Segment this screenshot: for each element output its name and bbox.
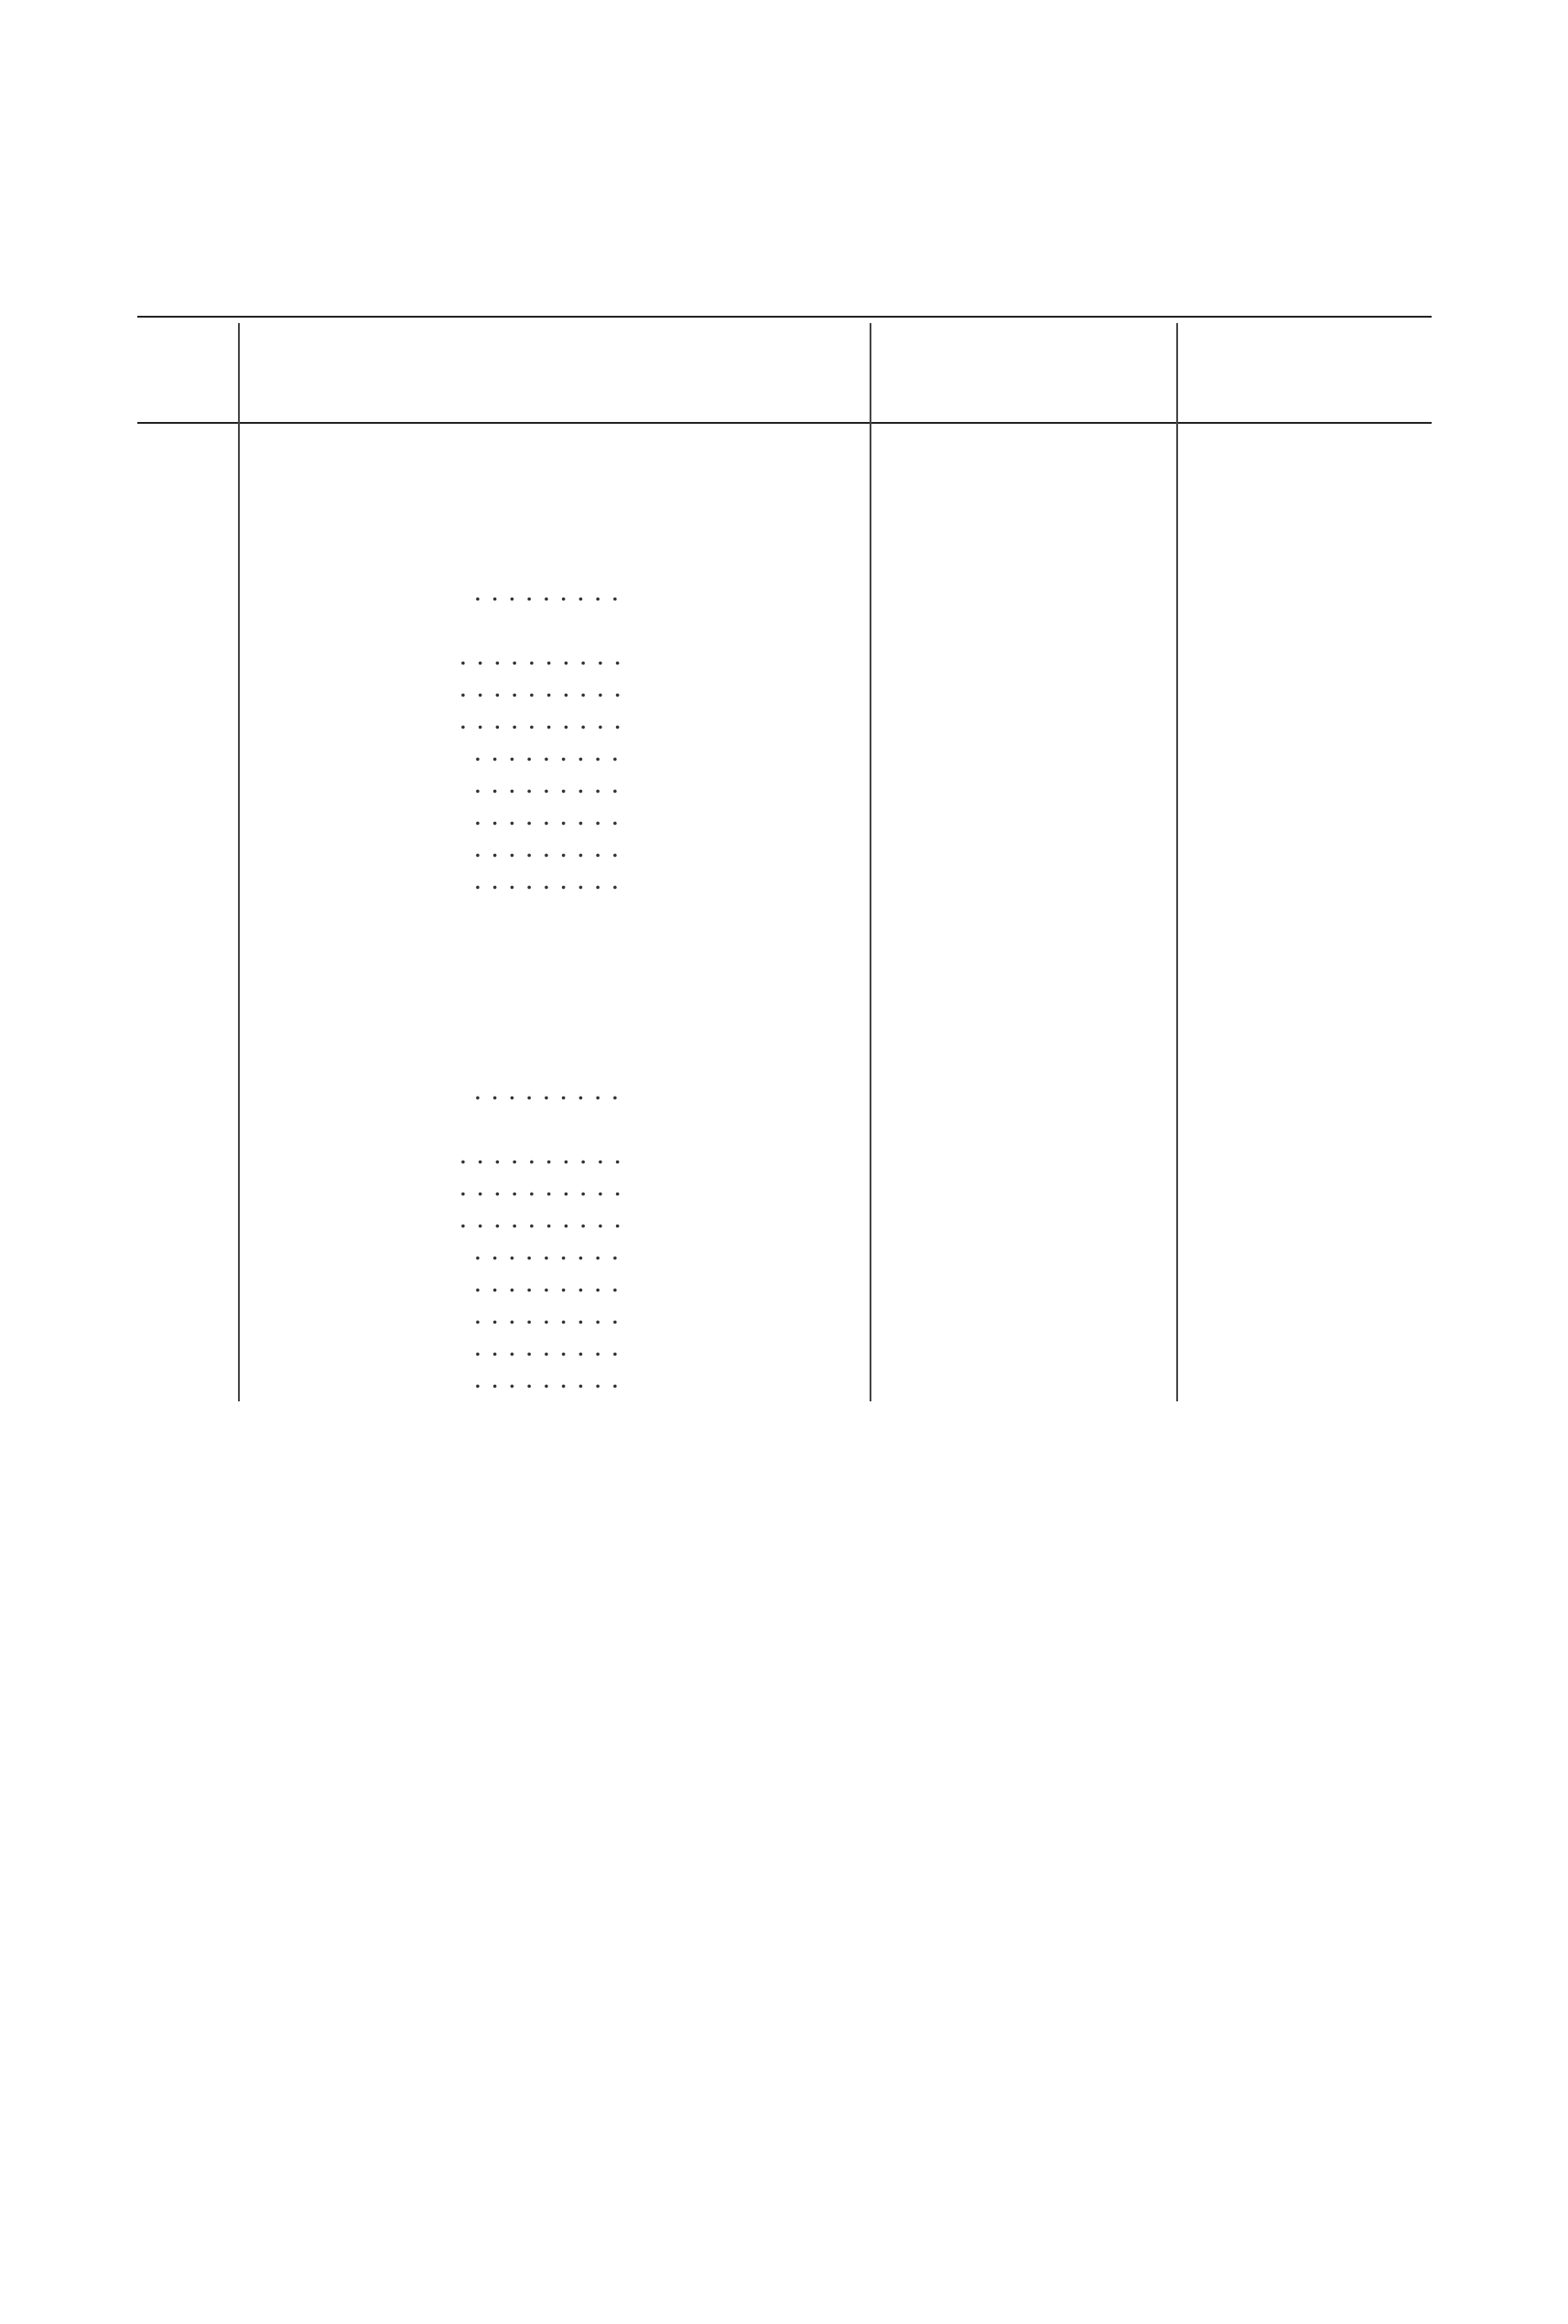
leader-dots: ......... xyxy=(474,1234,629,1266)
header-price xyxy=(1178,323,1432,415)
header-unit xyxy=(871,323,1176,415)
table79 xyxy=(137,316,1432,1405)
leader-dots: .......... xyxy=(460,1202,632,1234)
leader-dots: ......... xyxy=(474,1074,629,1106)
header-name xyxy=(240,323,870,415)
leader-dots: .......... xyxy=(460,1170,632,1202)
table79-col-divider xyxy=(238,323,240,1401)
table79-header-rule xyxy=(137,422,1432,424)
table79-col-divider xyxy=(1176,323,1178,1401)
leader-dots: ......... xyxy=(474,1362,629,1394)
table79-top-rule xyxy=(137,316,1432,318)
leader-dots: ......... xyxy=(474,767,629,799)
leader-dots: ......... xyxy=(474,1266,629,1298)
table79-col-divider xyxy=(870,323,871,1401)
leader-dots: .......... xyxy=(460,671,632,703)
leader-dots: ......... xyxy=(474,735,629,767)
leader-dots: ......... xyxy=(474,1330,629,1362)
leader-dots: .......... xyxy=(460,639,632,671)
leader-dots: ......... xyxy=(474,575,629,607)
leader-dots: ......... xyxy=(474,1298,629,1330)
header-section xyxy=(137,323,238,415)
leader-dots: ......... xyxy=(474,831,629,863)
leader-dots: ......... xyxy=(474,799,629,831)
leader-dots: .......... xyxy=(460,703,632,735)
leader-dots: .......... xyxy=(460,1138,632,1170)
leader-dots: ......... xyxy=(474,863,629,895)
